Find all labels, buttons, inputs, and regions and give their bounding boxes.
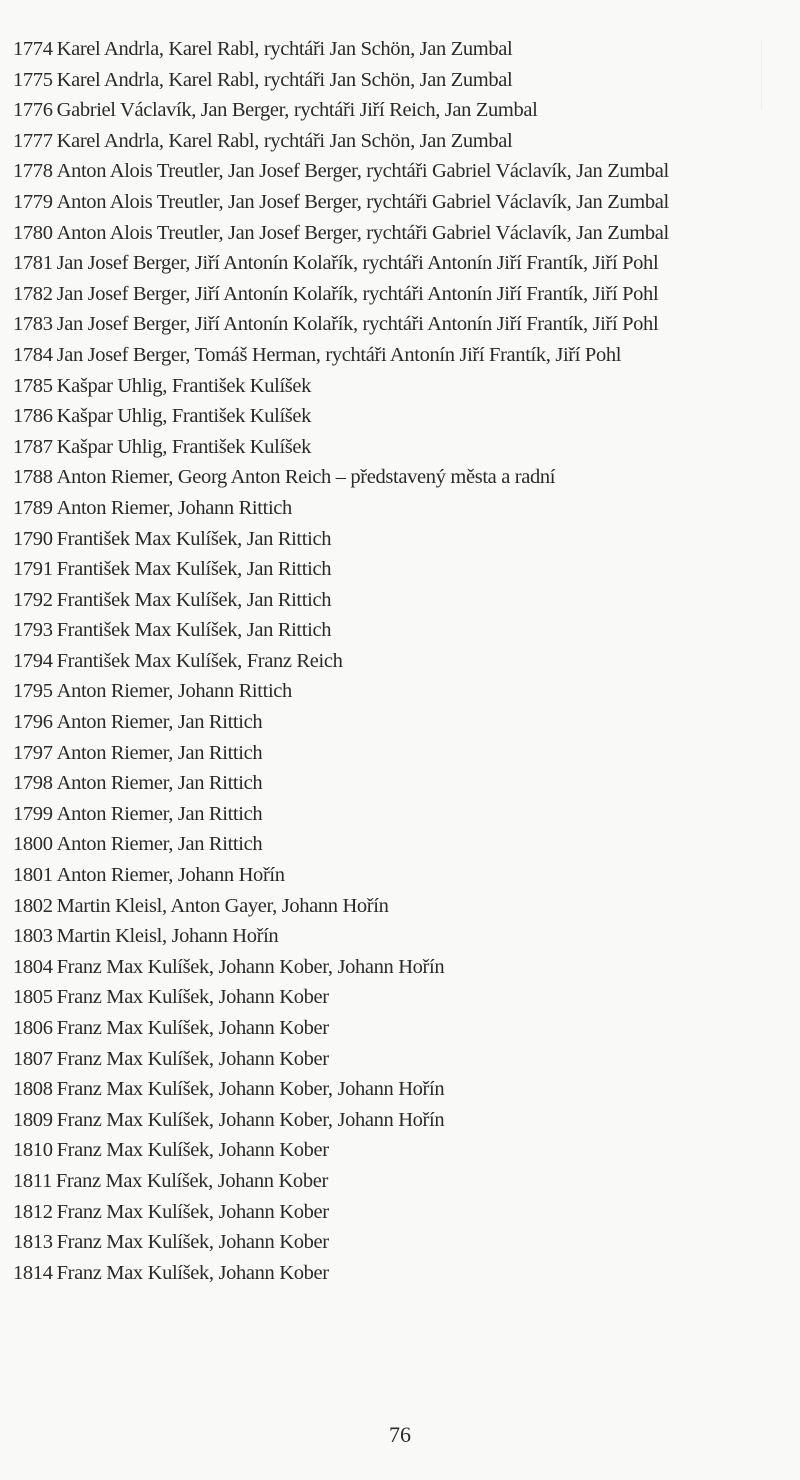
entry-names: Anton Riemer, Jan Rittich: [56, 772, 263, 795]
entry-names: Gabriel Václavík, Jan Berger, rychtáři Jiří Reich, Jan Zumbal: [56, 99, 538, 122]
list-item: [13, 554, 798, 585]
list-item: [13, 829, 798, 860]
entry-names: Franz Max Kulíšek, Johann Kober: [55, 1169, 328, 1192]
entry-names: Jan Josef Berger, Jiří Antonín Kolařík, rychtáři Antonín Jiří Frantík, Jiří Pohl: [56, 313, 659, 336]
entry-year: 1814: [13, 1261, 53, 1284]
entry-year: 1809: [13, 1108, 53, 1131]
entry-year: 1811: [13, 1169, 52, 1192]
list-item: [13, 156, 798, 187]
list-item: [13, 738, 798, 769]
entry-year: 1803: [13, 925, 53, 948]
entry-names: František Max Kulíšek, Franz Reich: [56, 649, 343, 672]
entry-year: 1781: [13, 252, 53, 275]
entry-names: Franz Max Kulíšek, Johann Kober: [56, 1047, 329, 1070]
list-item: [13, 279, 798, 310]
entry-year: 1792: [13, 588, 53, 611]
list-item: [13, 493, 798, 524]
list-item: [13, 860, 798, 891]
entry-names: Karel Andrla, Karel Rabl, rychtáři Jan Schön, Jan Zumbal: [56, 129, 513, 152]
entry-names: Anton Riemer, Johann Rittich: [56, 496, 292, 519]
entry-names: Anton Riemer, Georg Anton Reich – představený města a radní: [56, 466, 556, 489]
list-item: [13, 248, 798, 279]
entry-year: 1805: [13, 986, 53, 1009]
entry-year: 1789: [13, 496, 53, 519]
entry-year: 1813: [13, 1231, 53, 1254]
list-item: [13, 371, 798, 402]
entry-names: Franz Max Kulíšek, Johann Kober: [56, 1017, 329, 1039]
entry-names: Anton Alois Treutler, Jan Josef Berger, rychtáři Gabriel Václavík, Jan Zumbal: [56, 190, 669, 213]
entry-names: Anton Riemer, Johann Rittich: [56, 680, 292, 703]
page-number: 76: [389, 1422, 411, 1447]
entry-names: František Max Kulíšek, Jan Rittich: [56, 558, 332, 581]
list-item: [13, 1197, 798, 1228]
list-item: [13, 218, 798, 249]
entry-year: 1779: [13, 190, 53, 213]
list-item: [13, 1166, 798, 1197]
entry-year: 1801: [13, 864, 53, 887]
list-item: [13, 95, 798, 126]
entry-names: Kašpar Uhlig, František Kulíšek: [56, 435, 312, 458]
list-item: [13, 952, 798, 983]
entry-names: Anton Alois Treutler, Jan Josef Berger, rychtáři Gabriel Václavík, Jan Zumbal: [56, 160, 669, 183]
entry-names: Karel Andrla, Karel Rabl, rychtáři Jan Schön, Jan Zumbal: [56, 38, 513, 60]
entry-year: 1780: [13, 221, 53, 244]
list-item: [13, 768, 798, 799]
entry-year: 1798: [13, 772, 53, 795]
list-item: [13, 646, 798, 677]
entry-names: Jan Josef Berger, Jiří Antonín Kolařík, rychtáři Antonín Jiří Frantík, Jiří Pohl: [56, 282, 659, 305]
entry-year: 1788: [13, 466, 53, 489]
entry-year: 1806: [13, 1017, 53, 1039]
entry-names: Franz Max Kulíšek, Johann Kober, Johann Hořín: [56, 955, 445, 978]
list-item: [13, 1074, 798, 1105]
entry-names: Anton Alois Treutler, Jan Josef Berger, rychtáři Gabriel Václavík, Jan Zumbal: [56, 221, 669, 244]
list-item: [13, 187, 798, 218]
list-item: [13, 126, 798, 157]
list-item: [13, 1227, 798, 1258]
list-item: [13, 921, 798, 952]
entry-year: 1794: [13, 649, 53, 672]
entry-year: 1793: [13, 619, 53, 642]
list-item: [13, 1044, 798, 1075]
list-item: [13, 585, 798, 616]
entry-names: František Max Kulíšek, Jan Rittich: [56, 619, 332, 642]
entry-year: 1782: [13, 282, 53, 305]
entry-names: Kašpar Uhlig, František Kulíšek: [56, 405, 312, 428]
entry-names: Jan Josef Berger, Tomáš Herman, rychtáři Antonín Jiří Frantík, Jiří Pohl: [56, 343, 622, 366]
entry-year: 1775: [13, 68, 53, 91]
list-item: [13, 799, 798, 830]
entry-year: 1804: [13, 955, 53, 978]
list-item: [13, 615, 798, 646]
entry-year: 1785: [13, 374, 53, 397]
list-item: [13, 462, 798, 493]
entry-names: Karel Andrla, Karel Rabl, rychtáři Jan Schön, Jan Zumbal: [56, 68, 513, 91]
entry-year: 1799: [13, 802, 53, 825]
entry-year: 1776: [13, 99, 53, 122]
list-item: [13, 982, 798, 1013]
entry-year: 1787: [13, 435, 53, 458]
list-item: [13, 891, 798, 922]
entry-names: Franz Max Kulíšek, Johann Kober: [56, 1231, 329, 1254]
entry-names: Martin Kleisl, Anton Gayer, Johann Hořín: [56, 894, 389, 917]
list-item: [13, 676, 798, 707]
entry-year: 1783: [13, 313, 53, 336]
entry-names: Franz Max Kulíšek, Johann Kober: [56, 986, 329, 1009]
list-item: [13, 401, 798, 432]
entry-year: 1797: [13, 741, 53, 764]
entry-names: Anton Riemer, Jan Rittich: [56, 833, 263, 856]
list-item: [13, 1135, 798, 1166]
entry-year: 1802: [13, 894, 53, 917]
list-item: [13, 65, 798, 96]
entry-names: Jan Josef Berger, Jiří Antonín Kolařík, rychtáři Antonín Jiří Frantík, Jiří Pohl: [56, 252, 659, 275]
entry-year: 1807: [13, 1047, 53, 1070]
entry-year: 1784: [13, 343, 53, 366]
list-item: [13, 1013, 798, 1044]
entry-year: 1796: [13, 711, 53, 734]
entry-names: Kašpar Uhlig, František Kulíšek: [56, 374, 312, 397]
entry-names: Franz Max Kulíšek, Johann Kober: [56, 1139, 329, 1162]
list-item: [13, 524, 798, 555]
entry-names: Anton Riemer, Jan Rittich: [56, 802, 263, 825]
entry-names: Franz Max Kulíšek, Johann Kober, Johann Hořín: [56, 1108, 445, 1131]
entry-names: Franz Max Kulíšek, Johann Kober: [56, 1200, 329, 1223]
entry-names: Anton Riemer, Jan Rittich: [56, 711, 263, 734]
entry-year: 1790: [13, 527, 53, 550]
entry-names: Franz Max Kulíšek, Johann Kober: [56, 1261, 329, 1284]
list-item: [13, 309, 798, 340]
entry-names: Franz Max Kulíšek, Johann Kober, Johann Hořín: [56, 1078, 445, 1101]
entry-names: František Max Kulíšek, Jan Rittich: [56, 527, 332, 550]
list-item: [13, 34, 798, 65]
entry-year: 1808: [13, 1078, 53, 1101]
entry-list: [13, 34, 798, 1288]
entry-names: Anton Riemer, Johann Hořín: [56, 864, 285, 887]
entry-year: 1812: [13, 1200, 53, 1223]
entry-year: 1795: [13, 680, 53, 703]
entry-year: 1791: [13, 558, 53, 581]
list-item: [13, 707, 798, 738]
entry-names: Anton Riemer, Jan Rittich: [56, 741, 263, 764]
list-item: [13, 432, 798, 463]
entry-names: Martin Kleisl, Johann Hořín: [56, 925, 279, 948]
list-item: [13, 340, 798, 371]
entry-year: 1778: [13, 160, 53, 183]
list-item: [13, 1105, 798, 1136]
entry-year: 1810: [13, 1139, 53, 1162]
list-item: [13, 1258, 798, 1289]
entry-year: 1786: [13, 405, 53, 428]
entry-names: František Max Kulíšek, Jan Rittich: [56, 588, 332, 611]
entry-year: 1800: [13, 833, 53, 856]
entry-year: 1777: [13, 129, 53, 152]
entry-year: 1774: [13, 38, 53, 60]
